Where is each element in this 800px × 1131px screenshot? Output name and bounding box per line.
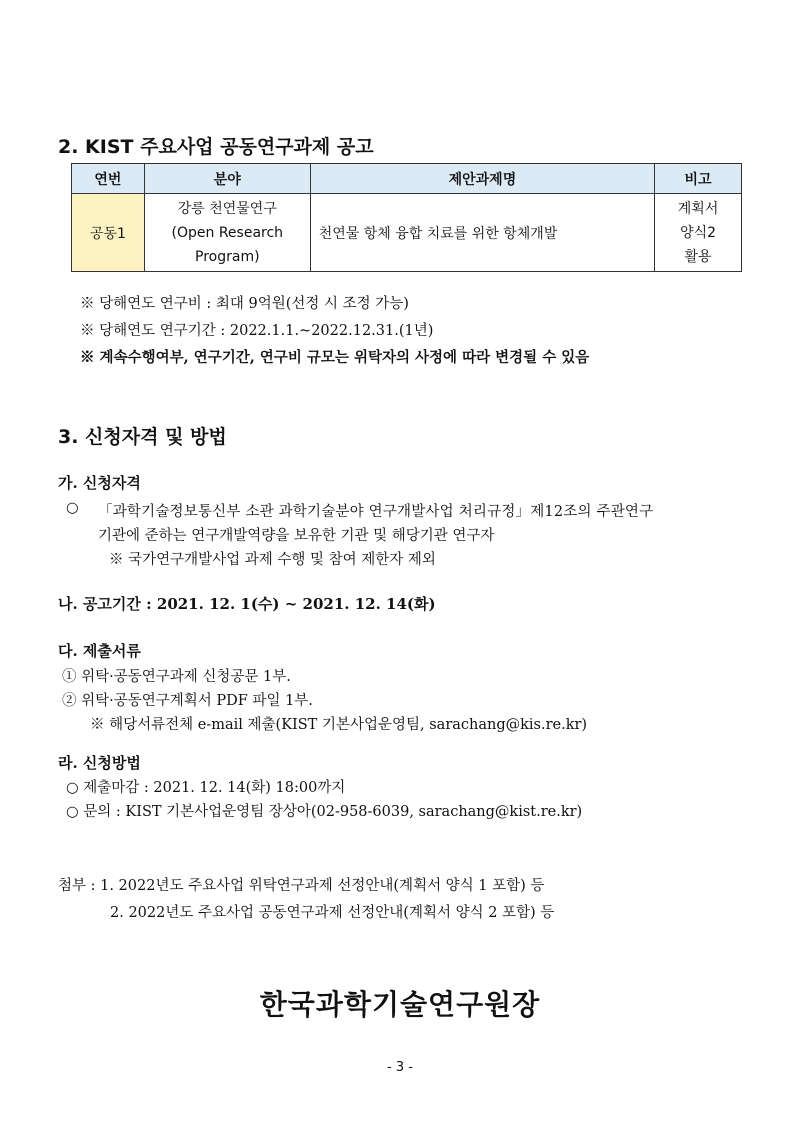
ga-line1: 「과학기술정보통신부 소관 과학기술분야 연구개발사업 처리규정」제12조의 주관연구 bbox=[98, 504, 654, 520]
ra-item-2: ○ 문의 : KIST 기본사업운영팀 장상아(02-958-6039, sarachang@kist.re.kr) bbox=[66, 804, 583, 820]
note-period: ※ 당해연도 연구기간 : 2022.1.1.~2022.12.31.(1년) bbox=[80, 323, 434, 339]
header-no: 연번 bbox=[72, 164, 145, 194]
field-line: 강릉 천연물연구 bbox=[177, 200, 277, 217]
attachment-line-1: 첨부 : 1. 2022년도 주요사업 위탁연구과제 선정안내(계획서 양식 1 포함) 등 bbox=[58, 878, 545, 894]
header-field: 분야 bbox=[144, 164, 310, 194]
section3-title: 3. 신청자격 및 방법 bbox=[58, 426, 227, 448]
da-item-1: ① 위탁·공동연구과제 신청공문 1부. bbox=[62, 669, 291, 685]
table-row bbox=[72, 194, 742, 272]
note-line: 계획서 bbox=[677, 200, 719, 217]
ga-note: ※ 국가연구개발사업 과제 수행 및 참여 제한자 제외 bbox=[109, 552, 436, 568]
header-note: 비고 bbox=[655, 164, 742, 194]
section2-title: 2. KIST 주요사업 공동연구과제 공고 bbox=[58, 136, 374, 158]
cell-field bbox=[144, 194, 310, 272]
field-line: Program) bbox=[195, 248, 260, 265]
ga-bullet: ○ bbox=[66, 500, 79, 516]
cell-title: 천연물 항체 융합 치료를 위한 항체개발 bbox=[310, 194, 654, 272]
cell-no: 공동1 bbox=[72, 194, 145, 272]
da-item-2: ② 위탁·공동연구계획서 PDF 파일 1부. bbox=[62, 693, 313, 709]
na-heading: 나. 공고기간 : 2021. 12. 1(수) ~ 2021. 12. 14(화) bbox=[58, 595, 436, 613]
da-note: ※ 해당서류전체 e-mail 제출(KIST 기본사업운영팀, sarachang@kis.re.kr) bbox=[90, 717, 588, 733]
ra-heading: 라. 신청방법 bbox=[58, 754, 141, 772]
ra-item-1: ○ 제출마감 : 2021. 12. 14(화) 18:00까지 bbox=[66, 780, 346, 796]
ga-heading: 가. 신청자격 bbox=[58, 474, 141, 492]
page-number: - 3 - bbox=[387, 1060, 413, 1075]
table-header-row bbox=[72, 164, 742, 194]
note-line: 활용 bbox=[684, 248, 712, 265]
cell-note bbox=[655, 194, 742, 272]
header-title: 제안과제명 bbox=[310, 164, 654, 194]
note-line: 양식2 bbox=[680, 224, 717, 241]
field-line: (Open Research bbox=[171, 224, 284, 241]
attachment-line-2: 2. 2022년도 주요사업 공동연구과제 선정안내(계획서 양식 2 포함) 등 bbox=[110, 905, 555, 921]
ga-line2: 기관에 준하는 연구개발역량을 보유한 기관 및 해당기관 연구자 bbox=[98, 528, 495, 544]
da-heading: 다. 제출서류 bbox=[58, 642, 141, 660]
project-table bbox=[71, 163, 742, 272]
signature: 한국과학기술연구원장 bbox=[259, 988, 541, 1021]
note-budget: ※ 당해연도 연구비 : 최대 9억원(선정 시 조정 가능) bbox=[80, 296, 409, 312]
note-change: ※ 계속수행여부, 연구기간, 연구비 규모는 위탁자의 사정에 따라 변경될 수 있음 bbox=[80, 349, 590, 366]
